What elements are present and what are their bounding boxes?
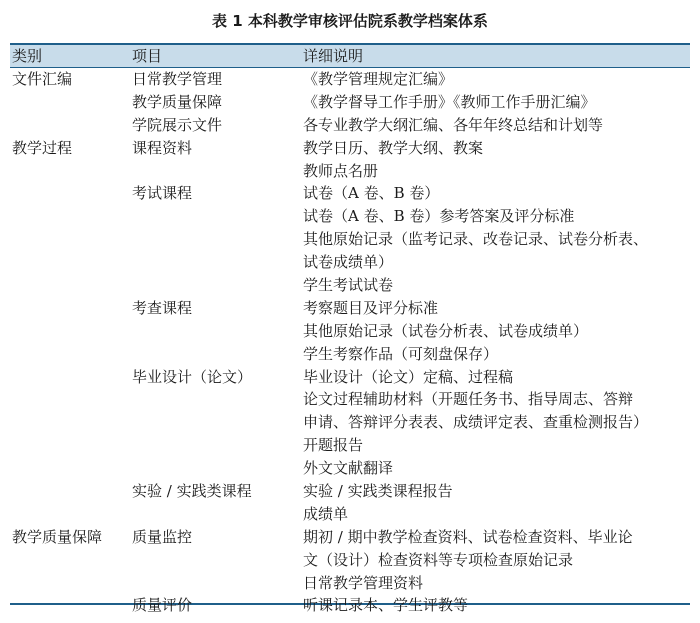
cell-details: 考察题目及评分标准 <box>303 298 439 317</box>
cell-item: 毕业设计（论文） <box>132 367 253 386</box>
cell-details: 《教学管理规定汇编》 <box>303 70 454 88</box>
cell-details: 申请、答辩评分表表、成绩评定表、查重检测报告） <box>303 413 649 432</box>
table-row <box>10 182 690 205</box>
table-row <box>10 114 690 137</box>
table-row <box>10 160 690 183</box>
table-row <box>10 228 690 251</box>
cell-item: 考试课程 <box>132 184 193 203</box>
cell-details: 实验 / 实践类课程报告 <box>303 482 453 501</box>
table-row <box>10 274 690 297</box>
cell-item: 质量监控 <box>132 527 193 546</box>
table-row <box>10 549 690 572</box>
cell-item: 课程资料 <box>132 138 193 157</box>
cell-details: 学生考察作品（可刻盘保存） <box>303 344 499 363</box>
cell-category: 教学过程 <box>12 138 73 157</box>
cell-details: 论文过程辅助材料（开题任务书、指导周志、答辩 <box>303 390 634 409</box>
cell-details: 成绩单 <box>303 504 349 523</box>
table-body <box>10 68 690 617</box>
table-row <box>10 343 690 366</box>
table-row <box>10 205 690 228</box>
header-category: 类别 <box>12 47 43 65</box>
cell-item: 实验 / 实践类课程 <box>132 482 252 501</box>
cell-details: 毕业设计（论文）定稿、过程稿 <box>303 367 514 386</box>
cell-item: 学院展示文件 <box>132 115 223 134</box>
table-row <box>10 434 690 457</box>
table-row <box>10 91 690 114</box>
cell-item: 质量评价 <box>132 596 193 615</box>
table-row <box>10 137 690 160</box>
cell-details: 试卷（A 卷、B 卷） <box>303 184 440 203</box>
cell-details: 试卷（A 卷、B 卷）参考答案及评分标准 <box>303 207 575 226</box>
cell-details: 期初 / 期中教学检查资料、试卷检查资料、毕业论 <box>303 527 633 546</box>
table-row <box>10 411 690 434</box>
table-row <box>10 366 690 389</box>
table-header-row <box>10 45 690 68</box>
table-row <box>10 68 690 91</box>
cell-details: 听课记录本、学生评教等 <box>303 596 469 615</box>
cell-details: 各专业教学大纲汇编、各年年终总结和计划等 <box>303 115 604 134</box>
cell-details: 教师点名册 <box>303 161 379 180</box>
table-row <box>10 503 690 526</box>
cell-item: 日常教学管理 <box>132 70 223 88</box>
cell-category: 文件汇编 <box>12 70 73 88</box>
table-row <box>10 297 690 320</box>
cell-item: 考查课程 <box>132 298 193 317</box>
table-row <box>10 480 690 503</box>
cell-details: 外文文献翻译 <box>303 459 394 478</box>
cell-details: 教学日历、教学大纲、教案 <box>303 138 484 157</box>
cell-details: 其他原始记录（监考记录、改卷记录、试卷分析表、 <box>303 230 649 249</box>
cell-details: 文（设计）检查资料等专项检查原始记录 <box>303 550 574 569</box>
table-row <box>10 457 690 480</box>
table-row <box>10 388 690 411</box>
header-item: 项目 <box>132 47 163 65</box>
table-row <box>10 594 690 617</box>
table-row <box>10 526 690 549</box>
table-caption: 表 1 本科教学审核评估院系教学档案体系 <box>212 12 488 30</box>
table-row <box>10 572 690 595</box>
table-row <box>10 251 690 274</box>
cell-details: 《教学督导工作手册》《教师工作手册汇编》 <box>303 92 596 111</box>
cell-category: 教学质量保障 <box>12 527 103 546</box>
cell-details: 试卷成绩单） <box>303 253 394 272</box>
cell-details: 其他原始记录（试卷分析表、试卷成绩单） <box>303 321 589 340</box>
cell-item: 教学质量保障 <box>132 92 223 111</box>
header-details: 详细说明 <box>303 47 364 65</box>
table-row <box>10 320 690 343</box>
archive-table <box>10 43 690 615</box>
cell-details: 开题报告 <box>303 436 364 455</box>
cell-details: 日常教学管理资料 <box>303 573 424 592</box>
cell-details: 学生考试试卷 <box>303 276 394 295</box>
